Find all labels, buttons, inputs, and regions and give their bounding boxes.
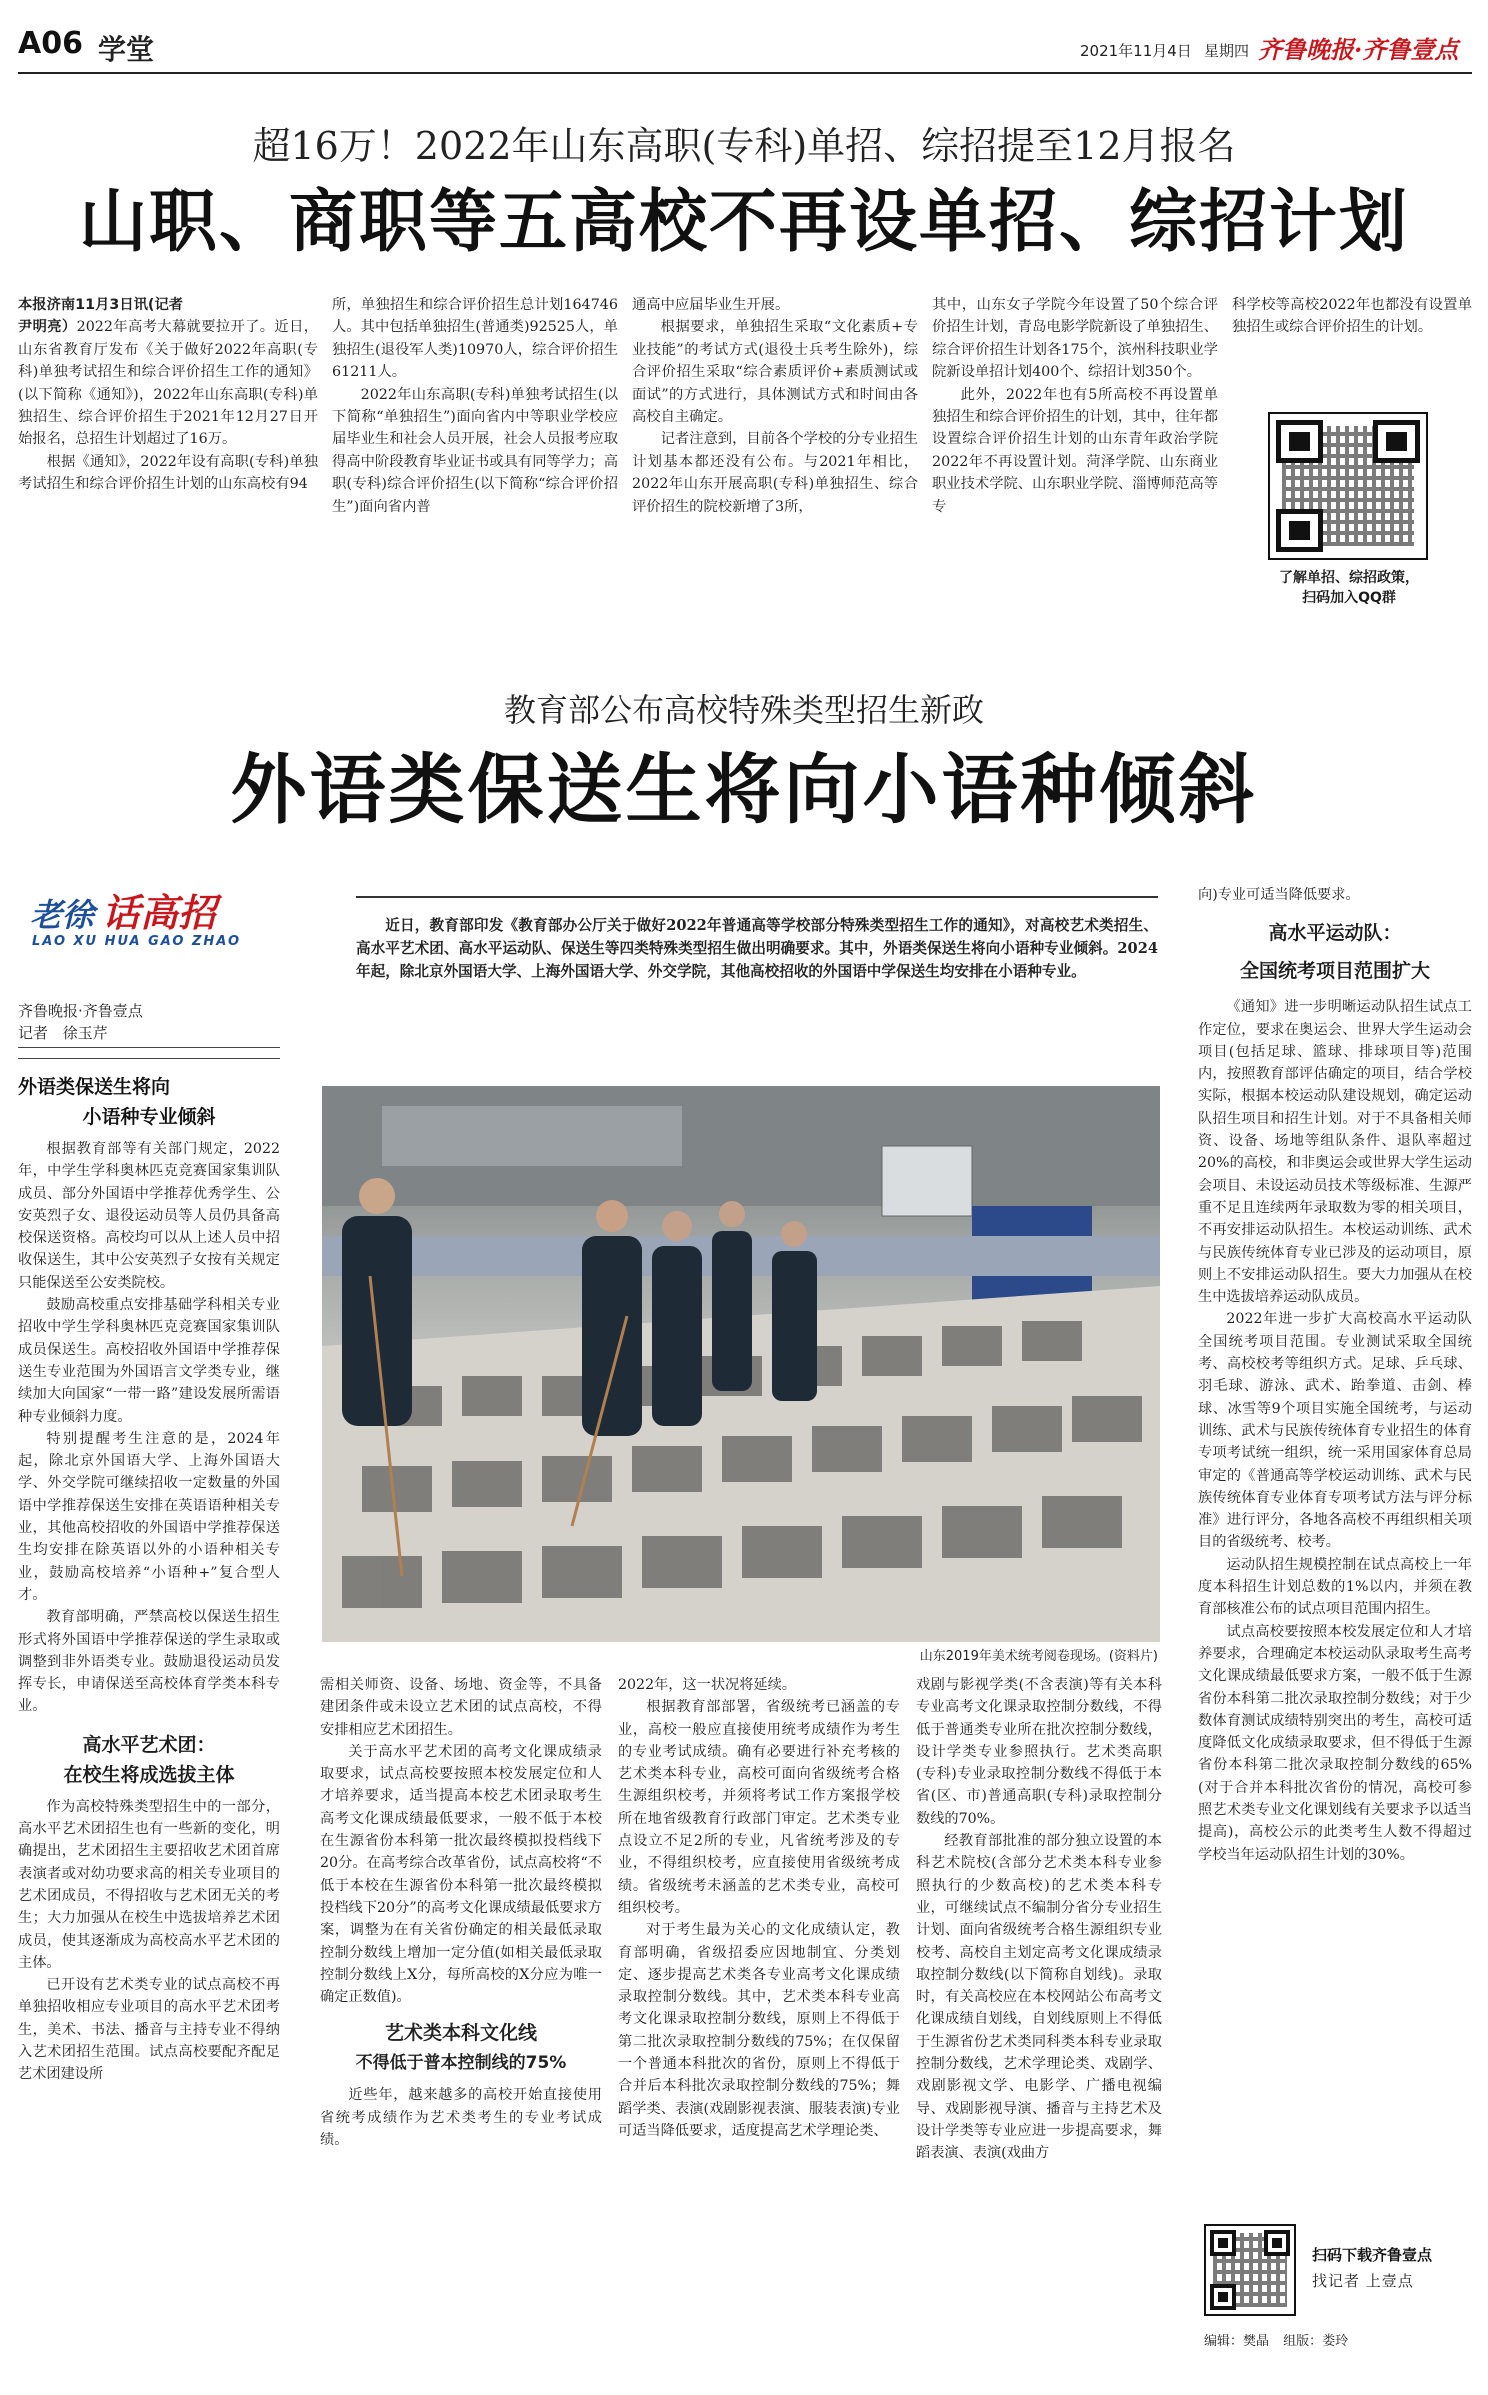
- article1-para9: 此外，2022年也有5所高校不再设置单独招生和综合评价招生的计划，其中，往年都设置综合评价招生计划的山东青年政治学院2022年不再设置计划。菏泽学院、山东商业职业技术学院、山东职业学院、淄博师范高等专: [932, 386, 1218, 515]
- article2-subhead: 教育部公布高校特殊类型招生新政: [503, 691, 984, 729]
- brand-line: 齐鲁晚报·齐鲁壹点: [18, 1002, 143, 1020]
- article1-para3: 所，单独招生和综合评价招生总计划164746人。其中包括单独招生(普通类)92525人，单独招生(退役军人类)10970人，综合评价招生61211人。: [332, 297, 618, 381]
- article2-lead-box: [356, 896, 1158, 983]
- left-column-rule: [18, 1058, 280, 1059]
- exam-photo-image: [322, 1086, 1160, 1642]
- editor-line: [1204, 2330, 1348, 2349]
- left-para6: 已开设有艺术类专业的试点高校不再单独招收相应专业项目的高水平艺术团考生，美术、书法、播音与主持专业不得纳入艺术团招生范围。试点高校要配齐配足艺术团建设所: [18, 1977, 280, 2083]
- left-para4: 教育部明确，严禁高校以保送生招生形式将外国语中学推荐保送的学生录取或调整到非外语类专业。鼓励退役运动员发挥专长，申请保送至高校体育学类本科专业。: [18, 1609, 280, 1715]
- article1-para7: 记者注意到，目前各个学校的分专业招生计划基本都还没有公布。与2021年相比，2022年山东开展高职(专科)单独招生、综合评价招生的院校新增了3所，: [632, 431, 918, 515]
- designer-label: 组版：: [1283, 2334, 1323, 2349]
- paper-brand-logo: 齐鲁晚报·齐鲁壹点: [1258, 35, 1459, 64]
- right-para2: 2022年进一步扩大高校高水平运动队全国统考项目范围。专业测试采取全国统考、高校校考等组织方式。足球、乒乓球、羽毛球、游泳、武术、跆拳道、击剑、棒球、冰雪等9个项目实施全国统考，与运动训练、武术与民族传统体育专业招生的体育专项考试统一组织，统一采用国家体育总局审定的《普通高等学校运动训练、武术与民族传统体育专业体育专项考试方法与评分标准》进行评分，各地各高校不再组织相关项目的省级统考、校考。: [1198, 1311, 1472, 1551]
- article1-col4: [918, 294, 1218, 518]
- article1-para2: 根据《通知》，2022年设有高职(专科)单独考试招生和综合评价招生计划的山东高校有94: [18, 453, 318, 493]
- right-subhead-b: 全国统考项目范围扩大: [1239, 960, 1430, 983]
- column-logo: [30, 880, 300, 960]
- article1-para1: 2022年高考大幕就要拉开了。近日，山东省教育厅发布《关于做好2022年高职(专科)单独考试招生和综合评价招生工作的通知》(以下简称《通知》)，2022年山东高职(专科)单独招生、综合评价招生于2021年12月27日开始报名，总招生计划超过了16万。: [18, 319, 319, 448]
- right-column: [1198, 884, 1472, 1866]
- column-logo-pinyin: LAO XU HUA GAO ZHAO: [32, 934, 241, 949]
- article1-col5: [1218, 294, 1472, 339]
- mid-column-1: [312, 1674, 610, 2151]
- left-para3: 特别提醒考生注意的是，2024年起，除北京外国语大学、上海外国语大学、外交学院可继续招收一定数量的外国语中学推荐保送生安排在英语语种相关专业，其他高校招收的外国语中学推荐保送生均安排在除英语以外的小语种相关专业，鼓励高校培养“小语种+”复合型人才。: [18, 1430, 280, 1603]
- left-para5: 作为高校特殊类型招生中的一部分，高水平艺术团招生也有一些新的变化，明确提出，艺术团招生主要招收艺术团首席表演者或对幼功要求高的相关专业项目的艺术团成员，不得招收与艺术团无关的考生；大力加强从在校生中选拔培养艺术团成员，使其逐渐成为高校高水平艺术团的主体。: [18, 1798, 280, 1971]
- reporter-label: 记者: [18, 1024, 49, 1042]
- article1-headline: 山职、商职等五高校不再设单招、综招计划: [78, 183, 1409, 262]
- article1-subhead: 超16万！2022年山东高职(专科)单招、综招提至12月报名: [252, 124, 1236, 168]
- article1-para5: 通高中应届毕业生开展。: [632, 297, 790, 313]
- article2-headline: 外语类保送生将向小语种倾斜: [230, 745, 1258, 834]
- reporter-line: [18, 1022, 280, 1048]
- reporter-name: 徐玉芹: [62, 1024, 108, 1042]
- mid-column-2: [610, 1674, 908, 2142]
- right-para1: 《通知》进一步明晰运动队招生试点工作定位，要求在奥运会、世界大学生运动会项目(包括足球、篮球、排球项目等)范围内，按照教育部评估确定的项目，结合学校实际，根据本校运动队建设规划，确定运动队招生项目和招生计划。对于不具备相关师资、设备、场地等组队条件、退队率超过20%的高校，和非奥运会或世界大学生运动会项目、未设运动员技术等级标准、生源严重不足且连续两年录取数为零的相关项目，不再安排运动队招生。本校运动训练、武术与民族传统体育专业已涉及的运动项目，原则上不安排运动队招生。要大力加强从在校生中选拔培养运动队成员。: [1198, 999, 1472, 1306]
- qr-caption-line1: 了解单招、综招政策，: [1279, 570, 1419, 586]
- footer-qr-line1: 扫码下载齐鲁壹点: [1312, 2246, 1433, 2264]
- left-subhead-2b: 在校生将成选拔主体: [63, 1763, 235, 1786]
- app-download-qr-icon[interactable]: [1204, 2224, 1296, 2316]
- c2-subhead-a: 艺术类本科文化线: [384, 2022, 537, 2045]
- byline-name: 尹明亮）: [18, 319, 77, 336]
- photo-caption: 山东2019年美术统考阅卷现场。(资料片): [919, 1649, 1158, 1664]
- c3-para2: 对于考生最为关心的文化成绩认定，教育部明确，省级招委应因地制宜、分类划定、逐步提高艺术类各专业高考文化课成绩录取控制分数线。其中，艺术类本科专业高考文化课录取控制分数线，原则上不得低于第二批次录取控制分数线的75%；在仅保留一个普通本科批次的省份，原则上不得低于合并后本科批次录取控制分数线的75%；舞蹈学类、表演(戏剧影视表演、服装表演)专业可适当降低要求，适度提高艺术学理论类、: [618, 1922, 900, 2139]
- editor-name: 樊晶: [1243, 2334, 1270, 2349]
- right-subhead-a: 高水平运动队：: [1268, 922, 1402, 945]
- editor-label: 编辑：: [1204, 2334, 1244, 2349]
- article1-para4: 2022年山东高职(专科)单独考试招生(以下简称“单独招生”)面向省内中等职业学校应届毕业生和社会人员开展，社会人员报考应取得高中阶段教育毕业证书或具有同等学力；高职(专科)综合评价招生(以下简称“综合评价招生”)面向省内普: [332, 386, 618, 515]
- footer-qr-line2: 找记者 上壹点: [1312, 2272, 1414, 2290]
- left-subhead-1b: 小语种专业倾斜: [82, 1106, 216, 1128]
- qq-group-qr-icon[interactable]: [1268, 412, 1428, 560]
- column-logo-name: 老徐: [30, 896, 95, 934]
- exam-photo: [322, 1086, 1160, 1642]
- article1-col2: [318, 294, 618, 518]
- article1-col1: [18, 294, 318, 496]
- c2-para2: 关于高水平艺术团的高考文化课成绩录取要求，试点高校要按照本校发展定位和人才培养要求，适当提高本校艺术团录取考生高考文化课成绩最低要求，一般不低于本校在生源省份本科第一批次最终模拟投档线下20分。在高考综合改革省份，试点高校将“不低于本校在生源省份本科第一批次最终模拟投档线下20分”的高考文化课成绩最低要求方案，调整为在有关省份确定的相关最低录取控制分数线上增加一定分值(如相关最低录取控制分数线上X分，每所高校的X分应为唯一确定正数值)。: [320, 1743, 602, 2006]
- right-para0: 向)专业可适当降低要求。: [1198, 887, 1360, 903]
- c3-para1: 根据教育部部署，省级统考已涵盖的专业，高校一般应直接使用统考成绩作为考生的专业考试成绩。确有必要进行补充考核的艺术类本科专业，高校可面向省级统考合格生源组织校考，并须将考试工作方案报学校所在地省级教育行政部门审定。艺术类专业点设立不足2所的专业，凡省统考涉及的专业，不得组织校考，应直接使用省级统考成绩。省级统考未涵盖的艺术类专业，高校可组织校考。: [618, 1699, 900, 1916]
- article1-para8: 其中，山东女子学院今年设置了50个综合评价招生计划，青岛电影学院新设了单独招生、综合评价招生计划各175个，滨州科技职业学院新设单招计划400个、综招计划350个。: [932, 297, 1218, 381]
- designer-name: 娄玲: [1322, 2334, 1349, 2349]
- article1-para10: 科学校等高校2022年也都没有设置单独招生或综合评价招生的计划。: [1232, 297, 1472, 336]
- c2-para1: 需相关师资、设备、场地、资金等，不具备建团条件或未设立艺术团的试点高校，不得安排相应艺术团招生。: [320, 1677, 602, 1738]
- c4-para2: 经教育部批准的部分独立设置的本科艺术院校(含部分艺术类本科专业参照执行的少数高校)的艺术类本科专业，可继续试点不编制分省分专业招生计划、面向省级统考合格生源组织专业校考、高校自主划定高考文化课成绩录取控制分数线(以下简称自划线)。录取时，有关高校应在本校网站公布高考文化课成绩自划线，自划线原则上不得低于生源省份艺术类同科类本科专业录取控制分数线，艺术学理论类、戏剧学、戏剧影视文学、电影学、广播电视编导、戏剧影视导演、播音与主持艺术及设计学类等专业应进一步提高要求，舞蹈表演、表演(戏曲方: [916, 1833, 1162, 2162]
- right-para3: 运动队招生规模控制在试点高校上一年度本科招生计划总数的1%以内，并须在教育部核准公布的试点项目范围内招生。: [1198, 1556, 1472, 1618]
- byline-label: 本报济南11月3日讯(记者: [18, 297, 184, 313]
- article1-para6: 根据要求，单独招生采取“文化素质+专业技能”的考试方式(退役士兵考生除外)，综合评价招生采取“综合素质评价+素质测试或面试”的方式进行，具体测试方式和时间由各高校自主确定。: [632, 319, 918, 426]
- left-para2: 鼓励高校重点安排基础学科相关专业招收中学生学科奥林匹克竞赛国家集训队成员保送生。高校招收外国语中学推荐保送生专业范围为外国语言文学类专业，继续加大向国家“一带一路”建设发展所需语种专业倾斜力度。: [18, 1297, 280, 1425]
- c2-para3: 近些年，越来越多的高校开始直接使用省统考成绩作为艺术类考生的专业考试成绩。: [320, 2087, 602, 2149]
- left-column: [18, 1072, 280, 2086]
- left-para1: 根据教育部等有关部门规定，2022年，中学生学科奥林匹克竞赛国家集训队成员、部分外国语中学推荐优秀学生、公安英烈子女、退役运动员等人员仍具备高校保送资格。高校均可以从上述人员中招收保送生，其中公安英烈子女按有关规定只能保送至公安类院校。: [18, 1141, 280, 1291]
- left-subhead-2a: 高水平艺术团：: [82, 1733, 216, 1756]
- date: 2021年11月4日: [1080, 42, 1192, 60]
- section-name: 学堂: [98, 33, 155, 66]
- article2-lead: 近日，教育部印发《教育部办公厅关于做好2022年普通高等学校部分特殊类型招生工作的通知》，对高校艺术类招生、高水平艺术团、高水平运动队、保送生等四类特殊类型招生做出明确要求。其中，外语类保送生将向小语种专业倾斜。2024年起，除北京外国语大学、上海外国语大学、外交学院，其他高校招收的外国语中学保送生均安排在小语种专业。: [356, 917, 1158, 980]
- page-header: [18, 20, 1472, 74]
- mid-column-3: [908, 1674, 1170, 2165]
- column-logo-title: 话高招: [102, 891, 217, 935]
- left-subhead-1a: 外语类保送生将向: [18, 1076, 171, 1098]
- c2-subhead-b: 不得低于普本控制线的75%: [355, 2053, 567, 2074]
- c3-para0: 2022年，这一状况将延续。: [618, 1677, 796, 1693]
- page-number: A06: [18, 26, 83, 61]
- qr-caption-line2: 扫码加入QQ群: [1302, 590, 1396, 606]
- article1-col3: [618, 294, 918, 518]
- weekday: 星期四: [1204, 42, 1250, 60]
- right-para4: 试点高校要按照本校发展定位和人才培养要求，合理确定本校运动队录取考生高考文化课成绩最低要求方案，一般不低于生源省份本科第二批次录取控制分数线；对于少数体育测试成绩特别突出的考生，高校可适度降低文化成绩录取要求，但不得低于生源省份本科第二批次录取控制分数线的65%(对于合并本科批次省份的情况，高校可参照艺术类专业文化课划线有关要求予以适当提高)，高校公示的此类考生人数不得超过学校当年运动队招生计划的30%。: [1198, 1623, 1472, 1863]
- c4-para1: 戏剧与影视学类(不含表演)等有关本科专业高考文化课录取控制分数线，不得低于普通类专业所在批次控制分数线，设计学类专业参照执行。艺术类高职(专科)专业录取控制分数线不得低于本省(区、市)普通高职(专科)录取控制分数线的70%。: [916, 1677, 1162, 1827]
